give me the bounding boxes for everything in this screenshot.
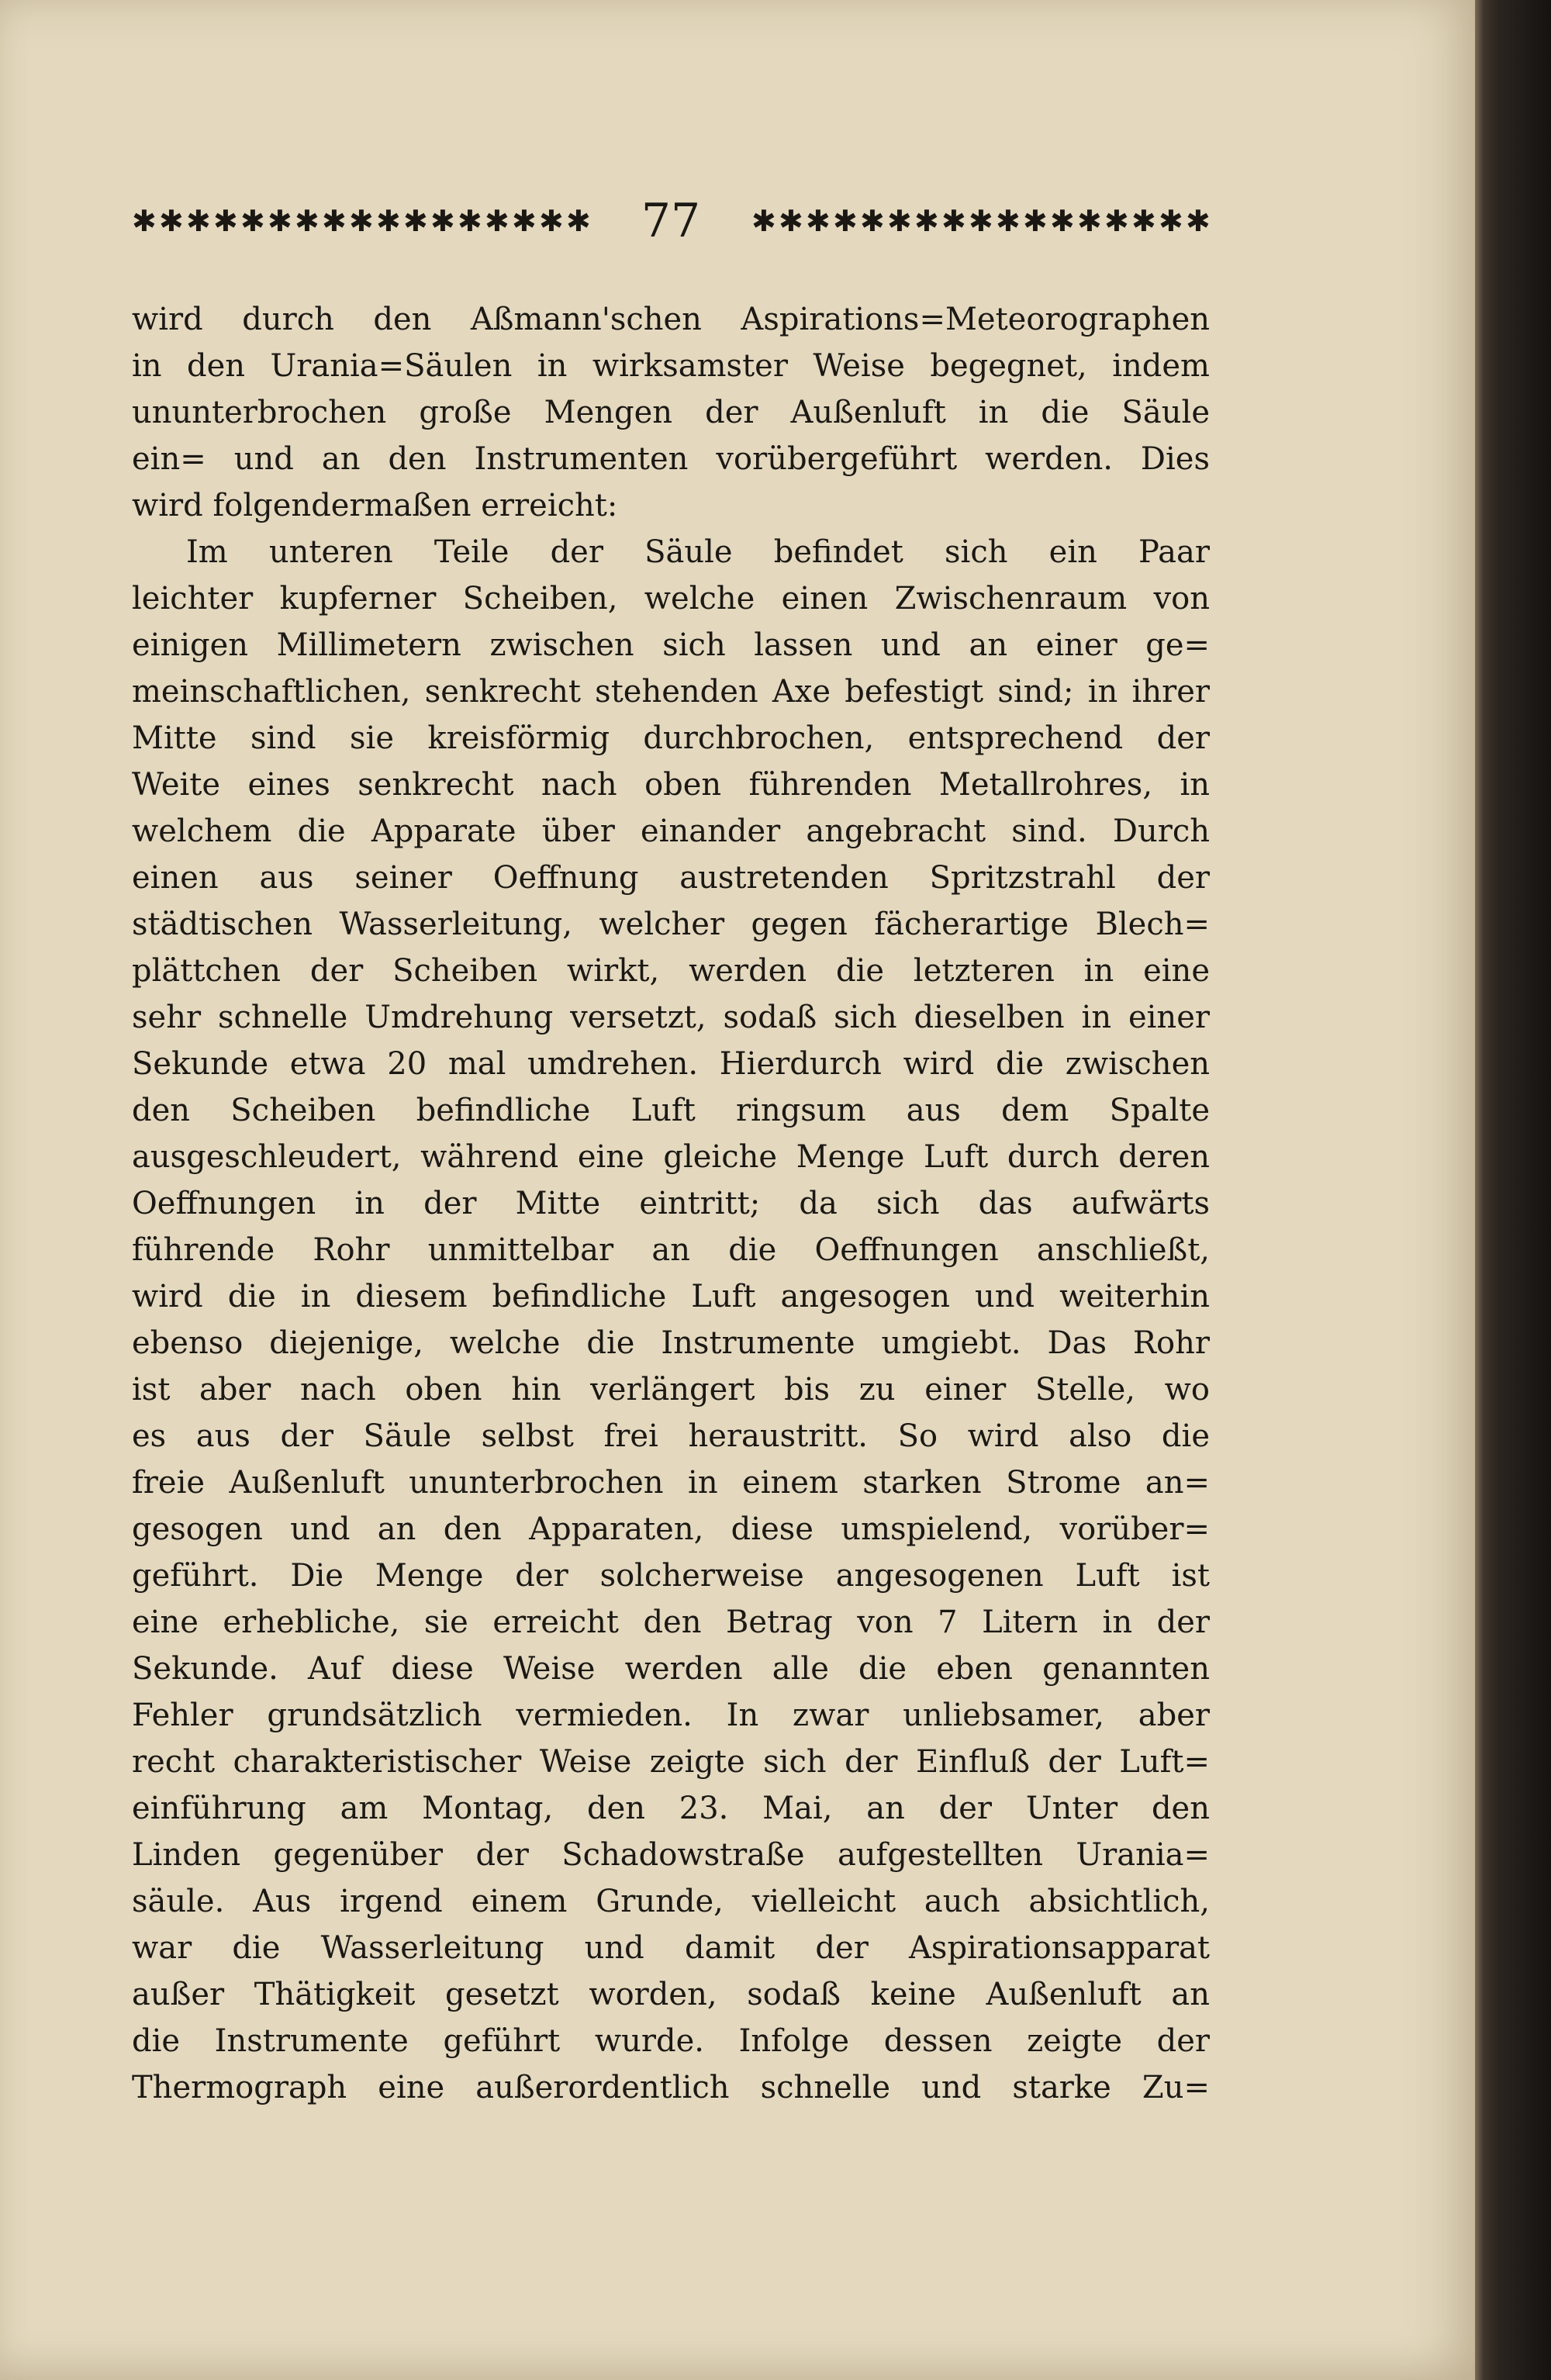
star-ornament-icon: ✱ bbox=[268, 204, 292, 238]
text-line: geführt. Die Menge der solcherweise angesogenen Luft ist bbox=[132, 1558, 1210, 1594]
star-ornament-icon: ✱ bbox=[240, 204, 265, 238]
star-ornament-icon: ✱ bbox=[1158, 204, 1183, 238]
star-ornament-icon: ✱ bbox=[805, 204, 831, 238]
text-line: Sekunde etwa 20 mal umdrehen. Hierdurch wird die zwischen bbox=[132, 1046, 1210, 1082]
text-line: einführung am Montag, den 23. Mai, an der Unter den bbox=[132, 1791, 1210, 1826]
star-ornament-icon: ✱ bbox=[859, 204, 885, 238]
page-number: 77 bbox=[641, 194, 701, 248]
text-line: wird die in diesem befindliche Luft angesogen und weiterhin bbox=[132, 1279, 1210, 1314]
text-line: Im unteren Teile der Säule befindet sich ein Paar bbox=[186, 534, 1210, 570]
text-line: welchem die Apparate über einander angebracht sind. Durch bbox=[132, 813, 1210, 849]
star-ornament-icon: ✱ bbox=[485, 204, 510, 238]
star-ornament-icon: ✱ bbox=[941, 204, 966, 238]
text-line: es aus der Säule selbst frei heraustritt. So wird also die bbox=[132, 1418, 1210, 1454]
text-line: gesogen und an den Apparaten, diese umspielend, vorüber= bbox=[132, 1511, 1210, 1547]
star-ornament-icon: ✱ bbox=[566, 204, 591, 238]
text-line: sehr schnelle Umdrehung versetzt, sodaß sich dieselben in einer bbox=[132, 1000, 1210, 1035]
text-line: die Instrumente geführt wurde. Infolge dessen zeigte der bbox=[132, 2023, 1210, 2059]
star-ornament-icon: ✱ bbox=[751, 204, 776, 238]
text-line: Fehler grundsätzlich vermieden. In zwar unliebsamer, aber bbox=[132, 1698, 1210, 1733]
star-ornament-icon: ✱ bbox=[322, 204, 347, 238]
text-line: Mitte sind sie kreisförmig durchbrochen, entsprechend der bbox=[132, 720, 1210, 756]
text-line: Linden gegenüber der Schadowstraße aufgestellten Urania= bbox=[132, 1837, 1210, 1873]
text-line: ebenso diejenige, welche die Instrumente umgiebt. Das Rohr bbox=[132, 1325, 1210, 1361]
star-ornament-icon: ✱ bbox=[213, 204, 238, 238]
star-ornament-icon: ✱ bbox=[832, 204, 858, 238]
text-line: freie Außenluft ununterbrochen in einem starken Strome an= bbox=[132, 1465, 1210, 1501]
text-line: eine erhebliche, sie erreicht den Betrag von 7 Litern in der bbox=[132, 1605, 1210, 1640]
text-line: ununterbrochen große Mengen der Außenluft in die Säule bbox=[132, 395, 1210, 430]
star-ornament-icon: ✱ bbox=[349, 204, 374, 238]
star-ornament-icon: ✱ bbox=[1049, 204, 1075, 238]
text-line: den Scheiben befindliche Luft ringsum aus dem Spalte bbox=[132, 1093, 1210, 1128]
text-line: ist aber nach oben hin verlängert bis zu einer Stelle, wo bbox=[132, 1372, 1210, 1408]
star-ornament-icon: ✱ bbox=[295, 204, 320, 238]
left-ornament-row bbox=[132, 206, 590, 236]
text-line: meinschaftlichen, senkrecht stehenden Axe befestigt sind; in ihrer bbox=[132, 674, 1210, 710]
star-ornament-icon: ✱ bbox=[914, 204, 939, 238]
star-ornament-icon: ✱ bbox=[132, 204, 157, 238]
book-binding-edge bbox=[1475, 0, 1551, 2380]
star-ornament-icon: ✱ bbox=[778, 204, 803, 238]
page-edge-shadow bbox=[1475, 0, 1484, 2380]
star-ornament-icon: ✱ bbox=[458, 204, 482, 238]
text-line: städtischen Wasserleitung, welcher gegen fächerartige Blech= bbox=[132, 907, 1210, 942]
star-ornament-icon: ✱ bbox=[1131, 204, 1156, 238]
text-line: in den Urania=Säulen in wirksamster Weise begegnet, indem bbox=[132, 348, 1210, 384]
star-ornament-icon: ✱ bbox=[186, 204, 211, 238]
text-line: führende Rohr unmittelbar an die Oeffnungen anschließt, bbox=[132, 1232, 1210, 1268]
text-line: außer Thätigkeit gesetzt worden, sodaß keine Außenluft an bbox=[132, 1977, 1210, 2012]
text-line: ein= und an den Instrumenten vorübergeführt werden. Dies bbox=[132, 441, 1210, 477]
text-line: einigen Millimetern zwischen sich lassen und an einer ge= bbox=[132, 627, 1210, 663]
star-ornament-icon: ✱ bbox=[159, 204, 184, 238]
star-ornament-icon: ✱ bbox=[1104, 204, 1129, 238]
star-ornament-icon: ✱ bbox=[968, 204, 993, 238]
text-line: recht charakteristischer Weise zeigte sich der Einfluß der Luft= bbox=[132, 1744, 1210, 1780]
text-line: Oeffnungen in der Mitte eintritt; da sich das aufwärts bbox=[132, 1186, 1210, 1221]
text-line: plättchen der Scheiben wirkt, werden die letzteren in eine bbox=[132, 953, 1210, 989]
page-header bbox=[132, 194, 1210, 248]
star-ornament-icon: ✱ bbox=[430, 204, 455, 238]
body-text bbox=[132, 296, 1210, 2111]
star-ornament-icon: ✱ bbox=[403, 204, 428, 238]
star-ornament-icon: ✱ bbox=[886, 204, 912, 238]
text-line: war die Wasserleitung und damit der Aspirationsapparat bbox=[132, 1930, 1210, 1966]
text-line: einen aus seiner Oeffnung austretenden Spritzstrahl der bbox=[132, 860, 1210, 896]
text-line: leichter kupferner Scheiben, welche einen Zwischenraum von bbox=[132, 581, 1210, 617]
star-ornament-icon: ✱ bbox=[1185, 204, 1211, 238]
star-ornament-icon: ✱ bbox=[376, 204, 401, 238]
text-line: ausgeschleudert, während eine gleiche Menge Luft durch deren bbox=[132, 1139, 1210, 1175]
star-ornament-icon: ✱ bbox=[1076, 204, 1102, 238]
text-line: säule. Aus irgend einem Grunde, vielleicht auch absichtlich, bbox=[132, 1884, 1210, 1919]
text-line: wird folgendermaßen erreicht: bbox=[132, 488, 618, 523]
star-ornament-icon: ✱ bbox=[1022, 204, 1048, 238]
star-ornament-icon: ✱ bbox=[995, 204, 1021, 238]
text-line: Weite eines senkrecht nach oben führenden Metallrohres, in bbox=[132, 767, 1210, 803]
text-line: Sekunde. Auf diese Weise werden alle die eben genannten bbox=[132, 1651, 1210, 1687]
star-ornament-icon: ✱ bbox=[539, 204, 564, 238]
star-ornament-icon: ✱ bbox=[512, 204, 537, 238]
right-ornament-row bbox=[751, 206, 1210, 236]
text-line: Thermograph eine außerordentlich schnelle und starke Zu= bbox=[132, 2070, 1210, 2105]
text-line: wird durch den Aßmann'schen Aspirations=Meteorographen bbox=[132, 302, 1210, 337]
